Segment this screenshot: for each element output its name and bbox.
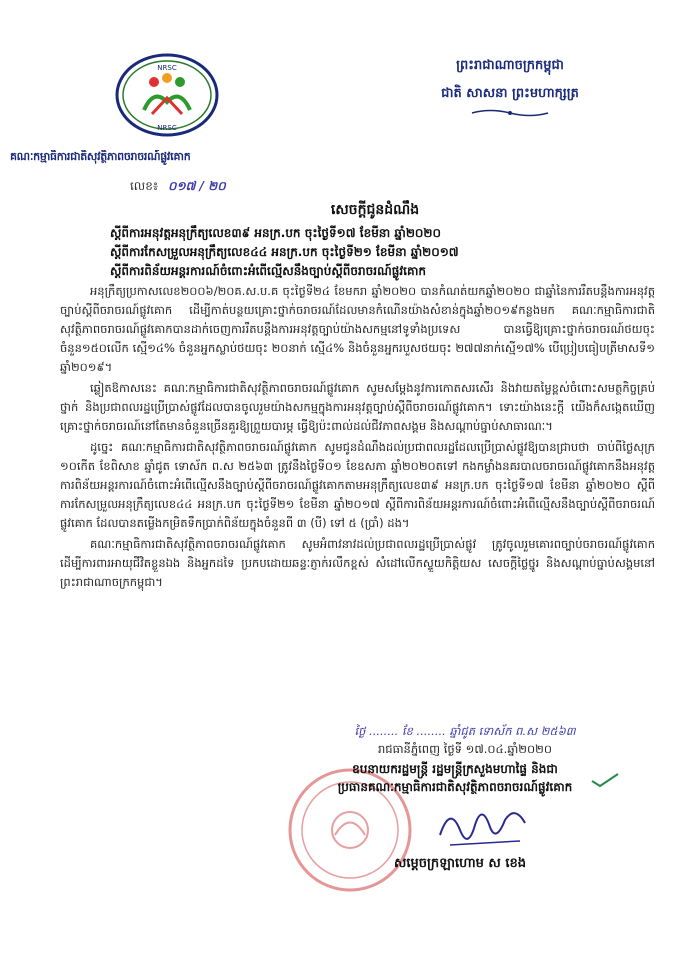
document-subject [110,224,650,281]
signer-title-line: ឧបនាយករដ្ឋមន្ត្រី រដ្ឋមន្ត្រីក្រសួងមហាផ្ទៃ និងជា [352,762,558,776]
svg-text:NRSC: NRSC [157,124,177,132]
kingdom-heading: ព្រះរាជាណាចក្រកម្ពុជា [456,58,564,73]
handwritten-signature [430,795,540,855]
subject-line: ស្ដីពីការអនុវត្តអនុក្រឹត្យលេខ៣៩ អនក្រ.បក ចុះថ្ងៃទី១៧ ខែមីនា ឆ្នាំ២០២០ [110,226,441,240]
national-motto: ជាតិ សាសនា ព្រះមហាក្សត្រ [441,86,579,101]
signer-name: សម្ដេចក្រឡាហោម ស ខេង [394,856,526,871]
reference-line [130,178,226,196]
document-title: សេចក្ដីជូនដំណឹង [330,202,420,218]
solar-date: រាជធានីភ្នំពេញ ថ្ងៃទី ១៧.០៤.ឆ្នាំ២០២០ [378,742,552,756]
body-paragraph: អនុក្រឹត្យប្រកាសលេខ២០០៦/២០គ.ស.ប.គ ចុះថ្ងៃទី២៤ ខែមករា ឆ្នាំ២០២០ បានកំណត់យកឆ្នាំ២០២០ ជាឆ្នាំនៃការរឹតបន្តឹងការអនុវត្តច្បាប់ស្ដីពីចរាចរណ៍ផ្លូវគោក ដើម្បីកាត់បន្ថយគ្រោះថ្នាក់ចរាចរណ៍ដែលមានកំណើនយ៉ាងសំខាន់ក្នុងឆ្នាំ២០១៩កន្លងមក គណៈកម្មាធិការជាតិសុវត្ថិភាពចរាចរណ៍ផ្លូវគោកបានដាក់ចេញការរឹតបន្តឹងការអនុវត្តច្បាប់យ៉ាងសកម្មនៅទូទាំងប្រទេស បានធ្វើឱ្យគ្រោះថ្នាក់ចរាចរណ៍ថយចុះចំនួន១៥០លើក ស្មើ១៤% ចំនួនអ្នកស្លាប់ថយចុះ ២០នាក់ ស្មើ៤% និងចំនួនអ្នករបួសថយចុះ ២៧៧នាក់ស្មើ១៧% បើប្រៀបធៀបត្រីមាសទី១ ឆ្នាំ២០១៩។ [60,284,655,374]
body-paragraph: ឆ្លៀតឱកាសនេះ គណៈកម្មាធិការជាតិសុវត្ថិភាពចរាចរណ៍ផ្លូវគោក សូមសម្ដែងនូវការកោតសរសើរ និងវាយតម្លៃខ្ពស់ចំពោះសមត្ថកិច្ចគ្រប់ថ្នាក់ និងប្រជាពលរដ្ឋប្រើប្រាស់ផ្លូវដែលបានចូលរួមយ៉ាងសកម្មក្នុងការអនុវត្តច្បាប់ស្ដីពីចរាចរណ៍ផ្លូវគោក។ ទោះយ៉ាងនេះក្ដី យើងក៏សង្កេតឃើញគ្រោះថ្នាក់ចរាចរណ៍នៅតែមានចំនួនច្រើនគួរឱ្យព្រួយបារម្ភ ធ្វើឱ្យប៉ះពាល់ដល់ជីវភាពសង្គម និងសណ្ដាប់ធ្នាប់សាធារណៈ។ [60,381,655,433]
reference-number: ០១៧ / ២០ [167,179,226,193]
reference-label: លេខ៖ [130,179,159,193]
nrsc-logo-icon [112,50,222,140]
subject-line: ស្ដីពីការពិន័យអន្តរការណ៍ចំពោះអំពើល្មើសនឹងច្បាប់ស្ដីពីចរាចរណ៍ផ្លូវគោក [110,264,426,278]
lunar-date: ថ្ងៃ ........ ខែ ........ ឆ្នាំជូត ទោស័ក ព.ស ២៥៦៣ [354,724,576,738]
body-paragraph: ដូច្នេះ គណៈកម្មាធិការជាតិសុវត្ថិភាពចរាចរណ៍ផ្លូវគោក សូមជូនដំណឹងដល់ប្រជាពលរដ្ឋដែលប្រើប្រាស់ផ្លូវឱ្យបានជ្រាបថា ចាប់ពីថ្ងៃសុក្រ ១០កើត ខែពិសាខ ឆ្នាំជូត ទោស័ក ព.ស ២៥៦៣ ត្រូវនឹងថ្ងៃទី០១ ខែឧសភា ឆ្នាំ២០២០តទៅ កងកម្លាំងនគរបាលចរាចរណ៍ផ្លូវគោកនឹងអនុវត្តការពិន័យអន្តរការណ៍ចំពោះអំពើល្មើសនឹងច្បាប់ស្ដីពីចរាចរណ៍ផ្លូវគោកតាមអនុក្រឹត្យលេខ៣៩ អនក្រ.បក ចុះថ្ងៃទី១៧ ខែមីនា ឆ្នាំ២០២០ ស្ដីពីការកែសម្រួលអនុក្រឹត្យលេខ៤៤ អនក្រ.បក ចុះថ្ងៃទី២១ ខែមីនា ឆ្នាំ២០១៧ ស្ដីពីការពិន័យអន្តរការណ៍ចំពោះអំពើល្មើសនឹងច្បាប់ស្ដីពីចរាចរណ៍ផ្លូវគោក ដែលបានតម្លើងកម្រិតទឹកប្រាក់ពិន័យក្នុងចំនួនពី ៣ (បី) ទៅ ៥ (ប្រាំ) ដង។ [60,440,655,530]
check-mark-icon [590,772,620,788]
document-body [60,282,655,594]
body-paragraph: គណៈកម្មាធិការជាតិសុវត្ថិភាពចរាចរណ៍ផ្លូវគោក សូមអំពាវនាវដល់ប្រជាពលរដ្ឋប្រើប្រាស់ផ្លូវ ត្រូវចូលរួមគោរពច្បាប់ចរាចរណ៍ផ្លូវគោក ដើម្បីការពារអាយុជីវិតខ្លួនឯង និងអ្នកដទៃ ប្រកបដោយឆន្ទៈភ្ញាក់រលឹកខ្ពស់ សំដៅលើកស្ទួយកិត្តិយស សេចក្ដីថ្លៃថ្នូរ និងសណ្ដាប់ធ្នាប់សង្គមនៅព្រះរាជាណាចក្រកម្ពុជា។ [60,537,655,589]
ornament-divider-icon [470,108,550,118]
subject-line: ស្ដីពីការកែសម្រួលអនុក្រឹត្យលេខ៤៤ អនក្រ.បក ចុះថ្ងៃទី២១ ខែមីនា ឆ្នាំ២០១៧ [110,245,459,259]
signer-title-line: ប្រធានគណៈកម្មាធិការជាតិសុវត្ថិភាពចរាចរណ៍ផ្លូវគោក [337,780,573,794]
signer-title [265,760,645,796]
svg-text:NRSC: NRSC [157,64,177,72]
organization-name: គណៈកម្មាធិការជាតិសុវត្ថិភាពចរាចរណ៍ផ្លូវគោក [10,150,191,163]
closing-date-block [300,722,630,758]
